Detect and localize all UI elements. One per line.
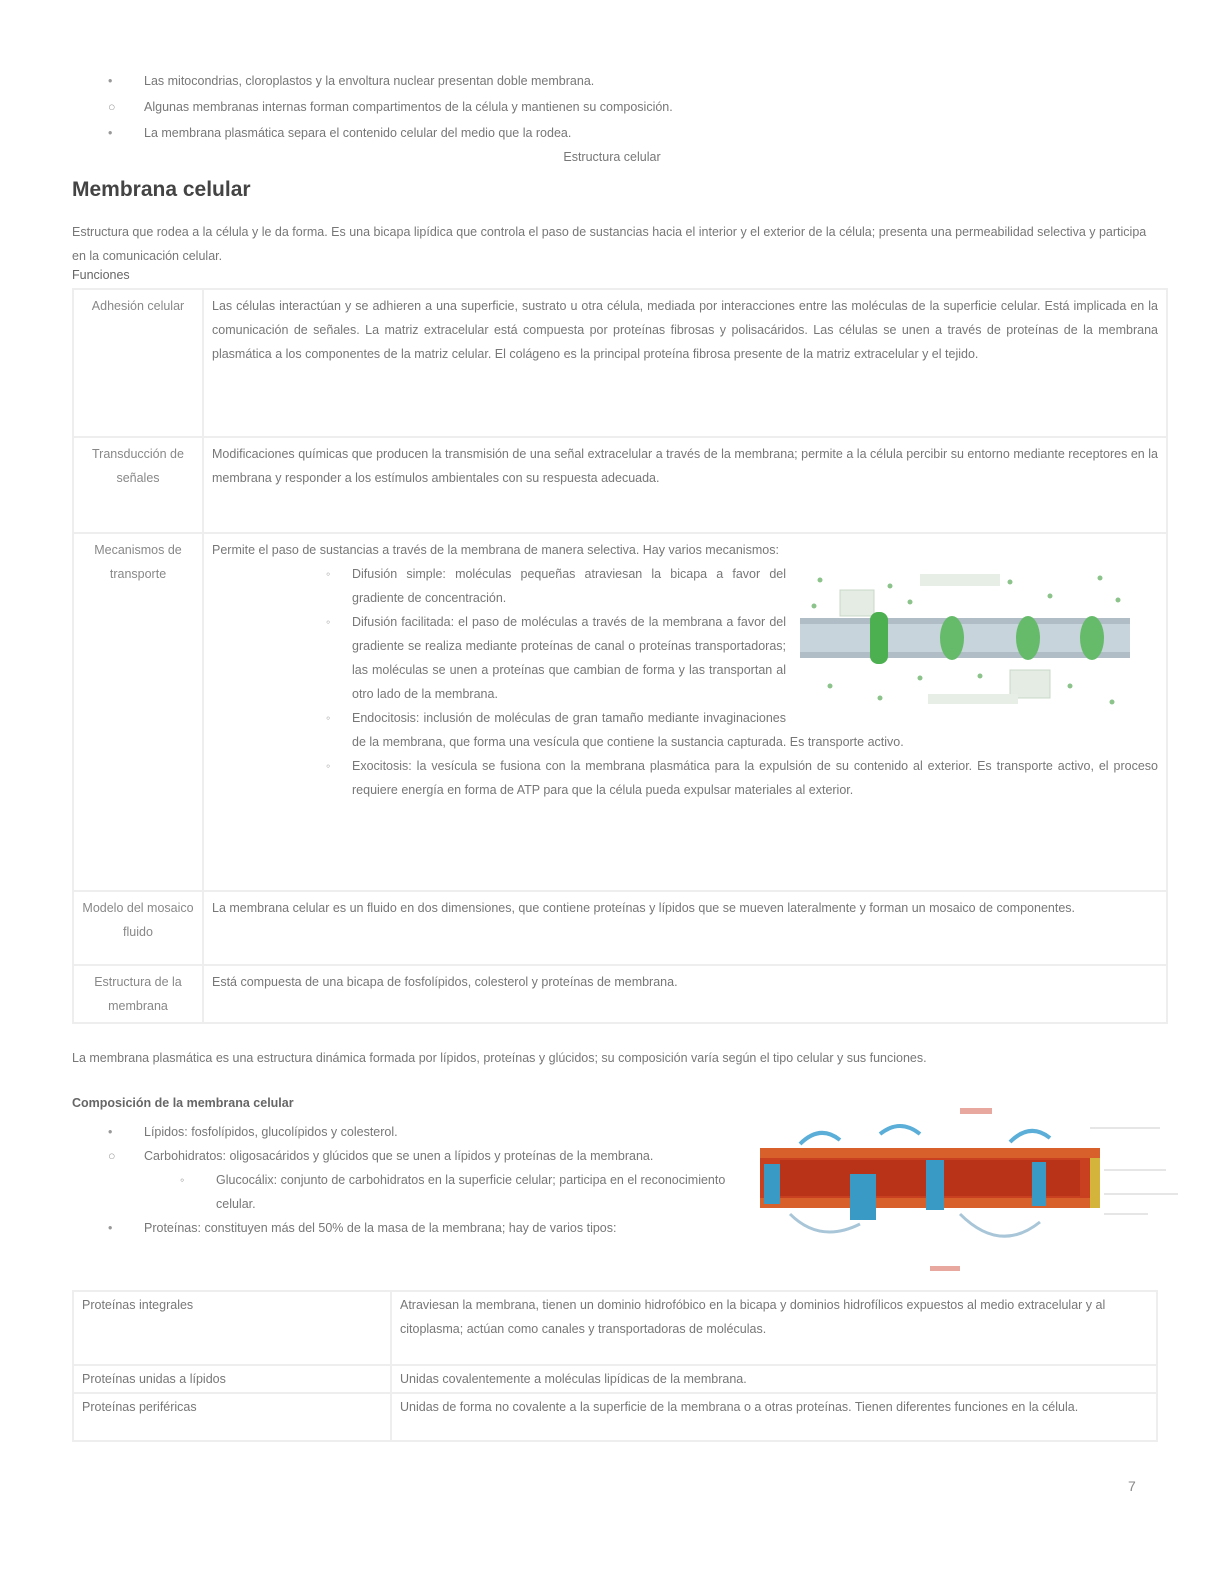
list-item: • Lípidos: fosfolípidos, glucolípidos y colesterol.: [108, 1125, 398, 1139]
table-cell-term: Modelo del mosaico fluido: [73, 891, 203, 965]
transport-mechanisms-list: [212, 562, 1158, 802]
section-title: Membrana celular: [72, 178, 251, 201]
figure-caption: Estructura celular: [563, 150, 661, 164]
protein-name: Proteínas unidas a lípidos: [73, 1365, 391, 1393]
list-item: • Proteínas: constituyen más del 50% de la masa de la membrana; hay de varios tipos:: [108, 1221, 617, 1235]
list-item: ◦ Endocitosis: inclusión de moléculas de gran tamaño mediante invaginaciones de la membrana, que forma una vesícula que contiene la sustancia capturada. Es transporte activo.: [352, 706, 1158, 754]
membrane-structure-diagram: [760, 1104, 1180, 1280]
protein-desc: Unidas covalentemente a moléculas lipídicas de la membrana.: [391, 1365, 1157, 1393]
table-row: [73, 1393, 1157, 1441]
page-number: 7: [1128, 1478, 1136, 1494]
proteins-table: [72, 1290, 1158, 1442]
table-cell-desc: La membrana celular es un fluido en dos dimensiones, que contiene proteínas y lípidos que se mueven lateralmente y forman un mosaico de componentes.: [203, 891, 1167, 965]
table-cell-term: Estructura de la membrana: [73, 965, 203, 1023]
functions-table: [72, 288, 1168, 1024]
top-bullet-list: [108, 74, 948, 152]
list-item: • La membrana plasmática separa el contenido celular del medio que la rodea.: [108, 126, 572, 140]
table-row: [73, 1365, 1157, 1393]
composition-list: [108, 1120, 748, 1240]
table-cell-desc: Está compuesta de una bicapa de fosfolípidos, colesterol y proteínas de membrana.: [203, 965, 1167, 1023]
list-item: ○ Algunas membranas internas forman compartimentos de la célula y mantienen su composición.: [108, 100, 673, 114]
list-item: • Las mitocondrias, cloroplastos y la envoltura nuclear presentan doble membrana.: [108, 74, 595, 88]
list-item: ◦ Exocitosis: la vesícula se fusiona con la membrana plasmática para la expulsión de su contenido al exterior. Es transporte activo, el proceso requiere energía en forma de ATP para que la célula pueda expulsar materiales al exterior.: [352, 754, 1158, 802]
table-row: [73, 533, 1167, 891]
table-row: [73, 1291, 1157, 1365]
protein-desc: Atraviesan la membrana, tienen un dominio hidrofóbico en la bicapa y dominios hidrofílicos expuestos al medio extracelular y al citoplasma; actúan como canales y transportadoras de moléculas.: [391, 1291, 1157, 1365]
list-item: ○ Carbohidratos: oligosacáridos y glúcidos que se unen a lípidos y proteínas de la membrana.: [108, 1149, 654, 1163]
list-item: ◦ Difusión simple: moléculas pequeñas atraviesan la bicapa a favor del gradiente de concentración.: [352, 562, 1158, 610]
protein: [764, 1164, 780, 1204]
protein-name: Proteínas integrales: [73, 1291, 391, 1365]
protein-name: Proteínas periféricas: [73, 1393, 391, 1441]
table-row: [73, 289, 1167, 437]
protein: [926, 1160, 944, 1210]
table-cell-desc: Modificaciones químicas que producen la transmisión de una señal extracelular a través de la membrana; permite a la célula percibir su entorno mediante receptores en la membrana y responder a los estímulos ambientales con su respuesta adecuada.: [203, 437, 1167, 533]
protein: [850, 1174, 876, 1220]
table-cell-term: Adhesión celular: [73, 289, 203, 437]
protein-desc: Unidas de forma no covalente a la superficie de la membrana o a otras proteínas. Tienen diferentes funciones en la célula.: [391, 1393, 1157, 1441]
table-cell-desc: Las células interactúan y se adhieren a una superficie, sustrato u otra célula, mediada por interacciones entre las moléculas de la superficie celular. Está implicada en la comunicación de señales. La matriz extracelular está compuesta por proteínas fibrosas y polisacáridos. Las células se unen a través de proteínas de la membrana plasmática a los componentes de la matriz celular. El colágeno es la principal proteína fibrosa presente de la matriz extracelular y el tejido.: [203, 289, 1167, 437]
composition-intro: La membrana plasmática es una estructura dinámica formada por lípidos, proteínas y glúcidos; su composición varía según el tipo celular y sus funciones.: [72, 1051, 927, 1065]
table-cell-term: Mecanismos de transporte: [73, 533, 203, 891]
protein: [1032, 1162, 1046, 1206]
table-cell-desc: [203, 533, 1167, 891]
list-item: ◦ Glucocálix: conjunto de carbohidratos en la superficie celular; participa en el reconocimiento celular.: [180, 1173, 726, 1211]
functions-label: Funciones: [72, 268, 130, 282]
table-row: [73, 437, 1167, 533]
table-row: [73, 965, 1167, 1023]
table-cell-term: Transducción de señales: [73, 437, 203, 533]
list-item: ◦ Difusión facilitada: el paso de moléculas a través de la membrana a favor del gradiente se realiza mediante proteínas de canal o proteínas transportadoras; las moléculas se unen a proteínas que cambian de forma y las transportan al otro lado de la membrana.: [352, 610, 1158, 706]
composition-title: Composición de la membrana celular: [72, 1096, 294, 1110]
table-row: [73, 891, 1167, 965]
transport-intro: Permite el paso de sustancias a través de la membrana de manera selectiva. Hay varios mecanismos:: [212, 543, 779, 557]
intro-paragraph: Estructura que rodea a la célula y le da forma. Es una bicapa lipídica que controla el paso de sustancias hacia el interior y el exterior de la célula; presenta una permeabilidad selectiva y participa en la comunicación celular.: [72, 225, 1147, 263]
